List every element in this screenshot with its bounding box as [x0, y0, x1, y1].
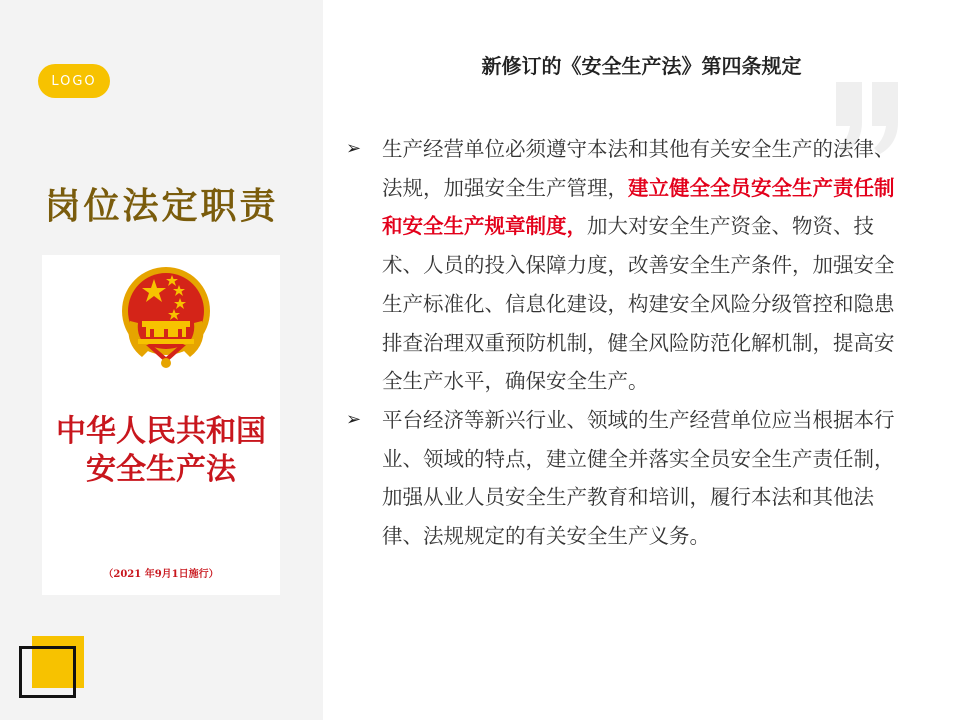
- arrow-bullet-icon: ➢: [346, 408, 362, 430]
- left-panel: [0, 0, 323, 720]
- bullet-list: [344, 130, 904, 556]
- bullet-1-text-start: 生产经营单位必须遵守本法和其他有关安全生产的法律、法规，加强安全生产管理，: [382, 137, 895, 200]
- bullet-item-2: [344, 401, 904, 556]
- bullet-item-1: [344, 130, 904, 401]
- law-book-cover: [42, 255, 280, 595]
- section-title: 岗位法定职责: [44, 186, 279, 227]
- bullet-2-text: 平台经济等新兴行业、领域的生产经营单位应当根据本行业、领域的特点，建立健全并落实全员安全生产责任制，加强从业人员安全生产教育和培训，履行本法和其他法律、法规规定的有关安全生产义务。: [382, 407, 895, 549]
- cover-date-note: （2021 年9月1日施行）: [103, 569, 219, 580]
- logo-badge: LOGO: [38, 64, 110, 98]
- decorative-outline-square: [19, 646, 76, 698]
- cover-title-line1: 中华人民共和国: [56, 414, 266, 449]
- arrow-bullet-icon: ➢: [346, 138, 362, 159]
- national-emblem-icon: [116, 263, 216, 371]
- bullet-1-highlight: 建立健全全员安全生产责任制和安全生产规章制度，: [382, 175, 895, 239]
- cover-title-line2: 安全生产法: [86, 452, 236, 487]
- bullet-1-text-end: 加大对安全生产资金、物资、技术、人员的投入保障力度，改善安全生产条件，加强安全生产标准化、信息化建设，构建安全风险分级管控和隐患排查治理双重预防机制，健全风险防范化解机制，提高安全生产水平，确保安全生产。: [382, 214, 895, 394]
- slide-heading: 新修订的《安全生产法》第四条规定: [481, 54, 802, 78]
